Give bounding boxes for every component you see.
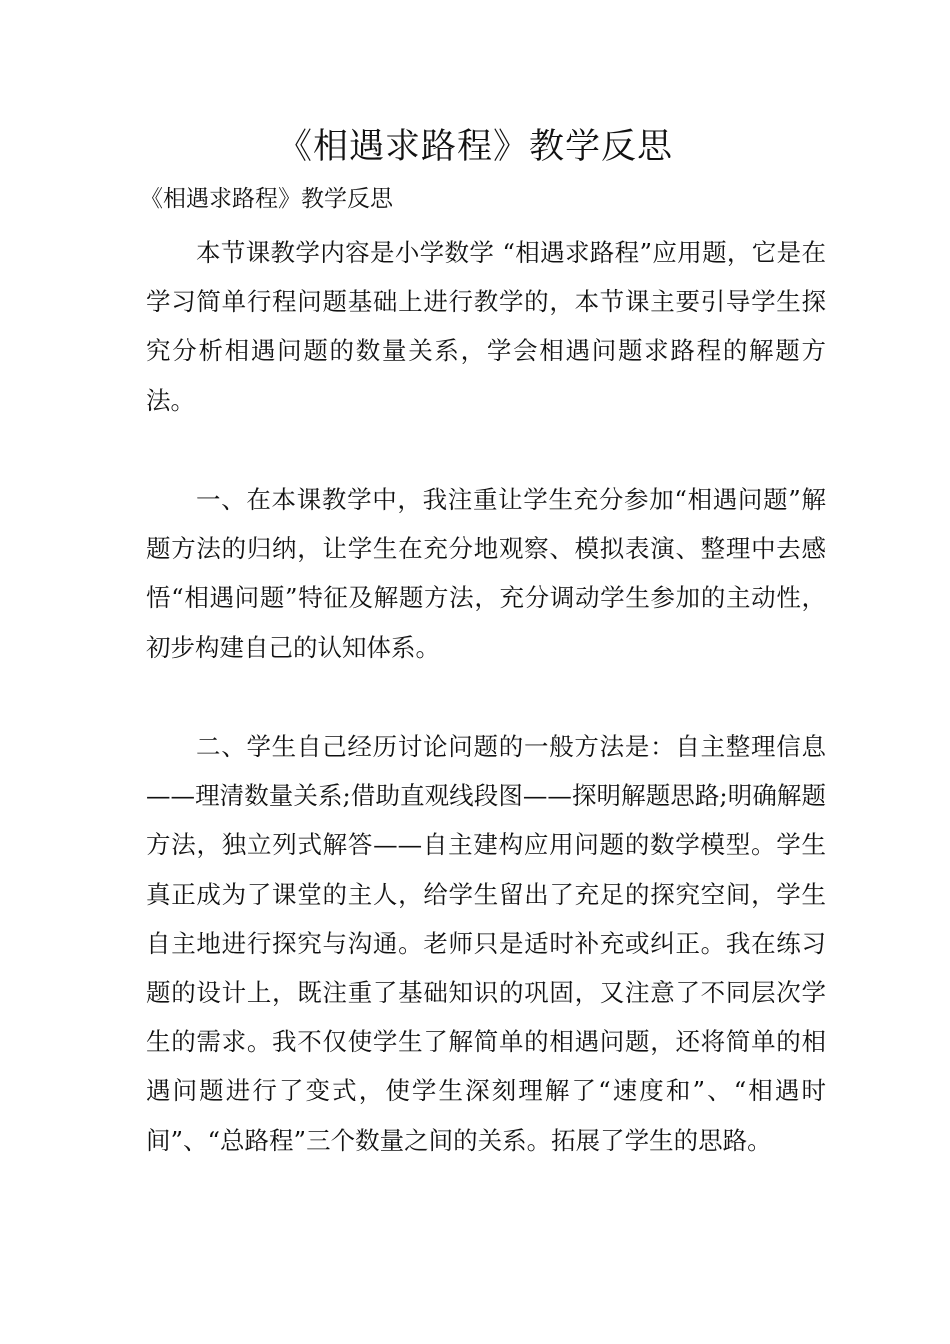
document-title: 《相遇求路程》教学反思 [276, 127, 673, 167]
paragraph-point-one: 一、在本课教学中，我注重让学生充分参加“相遇问题”解题方法的归纳，让学生在充分地观察、模拟表演、整理中去感悟“相遇问题”特征及解题方法，充分调动学生参加的主动性，初步构建自己的认知体系。 [146, 485, 826, 662]
paragraph-point-two: 二、学生自己经历讨论问题的一般方法是：自主整理信息——理清数量关系;借助直观线段图——探明解题思路;明确解题方法，独立列式解答——自主建构应用问题的数学模型。学生真正成为了课堂的主人，给学生留出了充足的探究空间，学生自主地进行探究与沟通。老师只是适时补充或纠正。我在练习题的设计上，既注重了基础知识的巩固，又注意了不同层次学生的需求。我不仅使学生了解简单的相遇问题，还将简单的相遇问题进行了变式，使学生深刻理解了“速度和”、“相遇时间”、“总路程”三个数量之间的关系。拓展了学生的思路。 [146, 732, 826, 1155]
document-subtitle: 《相遇求路程》教学反思 [140, 186, 393, 212]
paragraph-intro: 本节课教学内容是小学数学 “相遇求路程”应用题，它是在学习简单行程问题基础上进行教学的，本节课主要引导学生探究分析相遇问题的数量关系，学会相遇问题求路程的解题方法。 [146, 238, 826, 415]
